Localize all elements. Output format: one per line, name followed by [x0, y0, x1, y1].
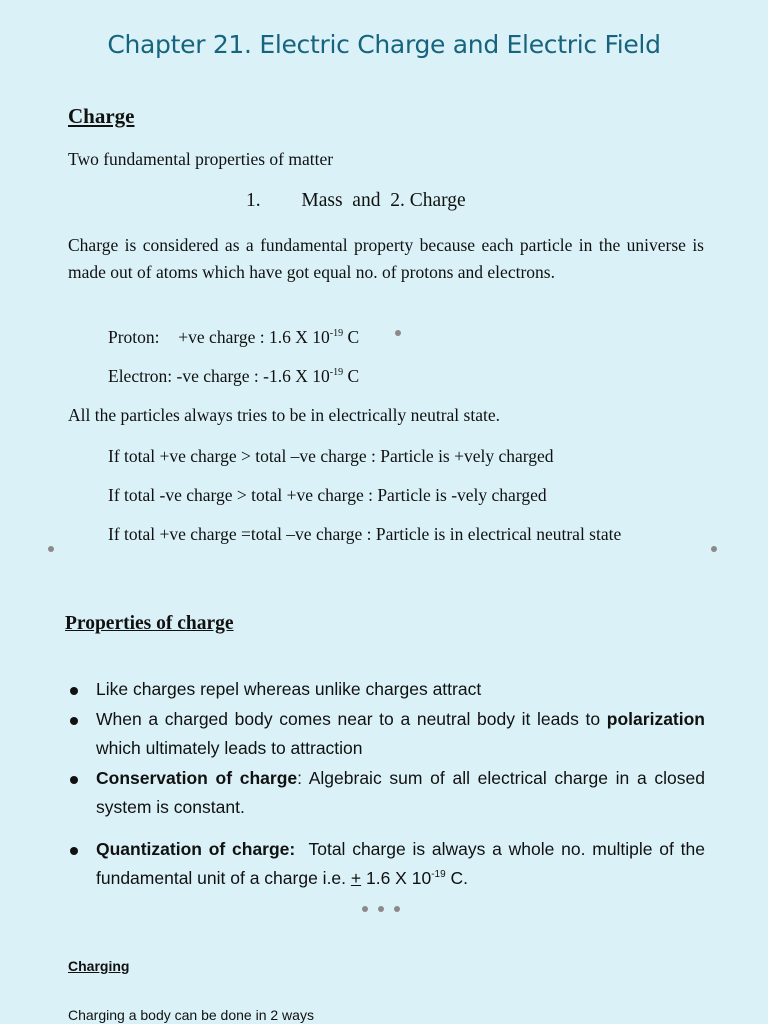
- proton-exponent: -19: [329, 328, 344, 340]
- electron-unit: C: [347, 366, 360, 386]
- proton-line: [108, 327, 359, 348]
- handle-dot: [395, 330, 401, 336]
- page-dot: [394, 906, 400, 912]
- bullet-text: When a charged body comes near to a neutral body it leads to: [96, 708, 607, 729]
- page-dot: [378, 906, 384, 912]
- charging-text: Charging a body can be done in 2 ways: [68, 1007, 314, 1023]
- proton-label: Proton:: [108, 327, 160, 347]
- charge-paragraph: Charge is considered as a fundamental property because each particle in the universe is made out of atoms which have got equal no. of protons and electrons.: [68, 235, 704, 282]
- bullet-text: C.: [445, 868, 469, 888]
- plus-minus-sign: +: [350, 868, 362, 888]
- heading-charge: Charge: [68, 104, 135, 128]
- exponent: -19: [431, 869, 446, 881]
- list-text: Mass and 2. Charge: [301, 190, 466, 211]
- list-item: [68, 675, 705, 705]
- properties-list: [68, 675, 710, 894]
- numbered-item: [246, 190, 466, 212]
- bullet-text: 1.6 X 10: [361, 868, 432, 888]
- condition-line: If total -ve charge > total +ve charge : Particle is -vely charged: [108, 485, 547, 505]
- electron-line: [108, 366, 359, 387]
- neutral-line: All the particles always tries to be in electrically neutral state.: [68, 405, 500, 425]
- bullet-bold: polarization: [606, 708, 705, 729]
- bullet-text: Like charges repel whereas unlike charges attract: [96, 679, 482, 699]
- proton-text: +ve charge : 1.6 X 10: [178, 327, 330, 347]
- right-resize-handle[interactable]: [711, 546, 717, 552]
- list-number: 1.: [246, 190, 261, 211]
- bullet-text: : Algebraic sum of all electrical charge in a closed system is constant.: [96, 767, 705, 817]
- condition-line: If total +ve charge > total –ve charge : Particle is +vely charged: [108, 446, 554, 466]
- list-item: [68, 705, 705, 764]
- bullet-bold: Quantization of charge:: [96, 838, 296, 859]
- heading-properties: Properties of charge: [65, 613, 234, 634]
- left-resize-handle[interactable]: [48, 546, 54, 552]
- electron-exponent: -19: [329, 367, 344, 379]
- condition-line: If total +ve charge =total –ve charge : Particle is in electrical neutral state: [108, 524, 622, 544]
- list-item: [68, 835, 710, 894]
- bullet-bold: Conservation of charge: [96, 767, 298, 788]
- page-title: Chapter 21. Electric Charge and Electric Field: [107, 30, 661, 59]
- heading-charging: Charging: [68, 958, 130, 974]
- page-dot: [362, 906, 368, 912]
- electron-text: -ve charge : -1.6 X 10: [176, 366, 330, 386]
- proton-unit: C: [347, 327, 360, 347]
- bullet-text: which ultimately leads to attraction: [96, 738, 363, 758]
- electron-label: Electron:: [108, 366, 173, 386]
- bullet-text: Total charge is always a whole no. multiple of the fundamental unit of a charge i.e.: [96, 838, 710, 888]
- list-item: [68, 764, 705, 823]
- intro-text: Two fundamental properties of matter: [68, 149, 334, 169]
